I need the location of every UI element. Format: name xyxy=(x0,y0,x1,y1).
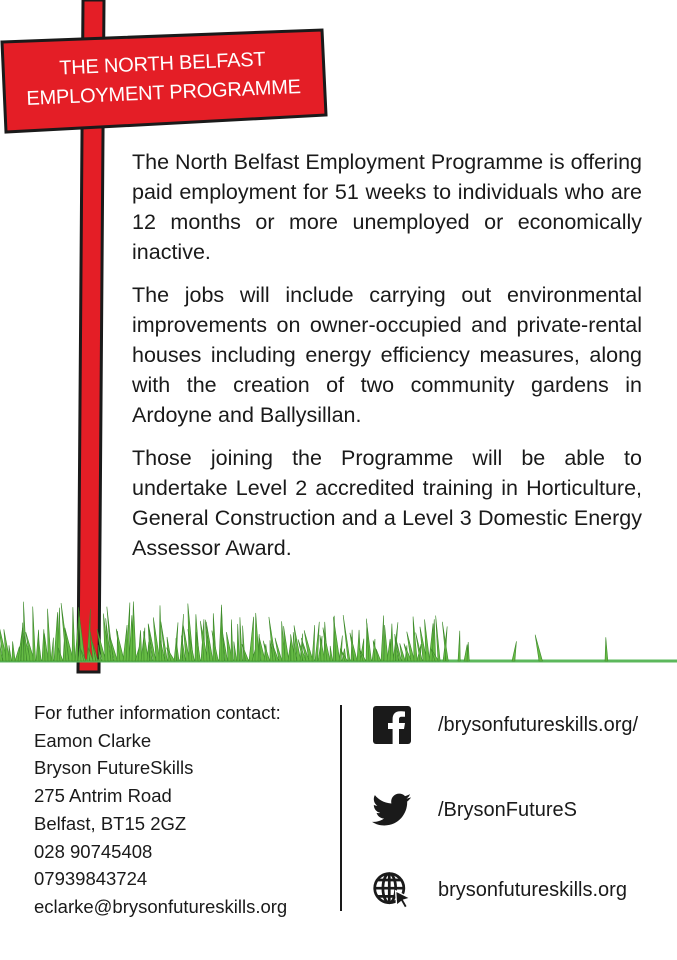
paragraph-jobs: The jobs will include carrying out environmental improvements on owner-occupied and private-rental houses including energy efficiency measures, along with the creation of two community gardens in Ardoyne and Ballysillan. xyxy=(132,283,642,427)
globe-icon[interactable] xyxy=(372,870,412,910)
grass-blade xyxy=(605,637,608,661)
contact-name: Eamon Clarke xyxy=(34,729,152,751)
facebook-icon[interactable] xyxy=(372,705,412,745)
grass-blade xyxy=(39,638,42,661)
contact-mobile: 07939843724 xyxy=(34,868,148,890)
grass-blade xyxy=(330,646,333,661)
grass-blade xyxy=(237,624,240,661)
twitter-icon[interactable] xyxy=(372,790,412,830)
contact-divider xyxy=(340,705,342,911)
grass-blade xyxy=(231,620,233,661)
sign-title-line-2: EMPLOYMENT PROGRAMME xyxy=(25,76,302,110)
contact-block xyxy=(34,699,287,921)
grass-blade xyxy=(132,601,136,661)
programme-description xyxy=(132,147,642,576)
contact-address-line-1: 275 Antrim Road xyxy=(34,785,172,807)
sign-title-line-1: THE NORTH BELFAST xyxy=(58,48,266,80)
grass-blade xyxy=(48,609,52,661)
grass-blade xyxy=(436,616,440,661)
paragraph-overview: The North Belfast Employment Programme is offering paid employment for 51 weeks to individuals who are 12 months or more unemployed or economically inactive. xyxy=(132,150,642,264)
contact-address-line-2: Belfast, BT15 2GZ xyxy=(34,812,187,834)
facebook-row[interactable] xyxy=(372,705,638,745)
grass-blade xyxy=(512,641,516,661)
grass-blade xyxy=(390,624,393,661)
grass-blade xyxy=(357,630,361,661)
grass-blade xyxy=(458,631,460,661)
grass-blade xyxy=(249,617,254,661)
contact-email-link[interactable]: eclarke@brysonfutureskills.org xyxy=(34,895,288,917)
grass-blade xyxy=(288,640,291,661)
grass-blade xyxy=(9,645,12,661)
grass-blade xyxy=(240,617,242,661)
grass-blade xyxy=(12,641,15,661)
grass-blade xyxy=(381,616,384,661)
grass-blade xyxy=(234,641,237,661)
grass-blade xyxy=(72,607,75,661)
grass-blade xyxy=(51,638,53,661)
website-row[interactable] xyxy=(372,870,627,910)
grass-blade xyxy=(535,635,542,661)
twitter-link[interactable]: /BrysonFutureS xyxy=(438,798,577,821)
twitter-row[interactable] xyxy=(372,790,577,830)
facebook-link[interactable]: /brysonfutureskills.org/ xyxy=(438,713,639,736)
grass-blade xyxy=(339,636,342,661)
contact-organisation: Bryson FutureSkills xyxy=(34,757,194,779)
paragraph-training: Those joining the Programme will be able to undertake Level 2 accredited training in Horticulture, General Construction and a Level 3 Domestic Energy Assessor Award. xyxy=(132,446,642,560)
website-link[interactable]: brysonfutureskills.org xyxy=(438,878,627,901)
grass-blade xyxy=(33,607,36,661)
grass-blade xyxy=(312,625,315,661)
contact-heading: For futher information contact: xyxy=(34,702,281,723)
grass-blade xyxy=(384,625,388,661)
contact-phone: 028 90745408 xyxy=(34,840,153,862)
